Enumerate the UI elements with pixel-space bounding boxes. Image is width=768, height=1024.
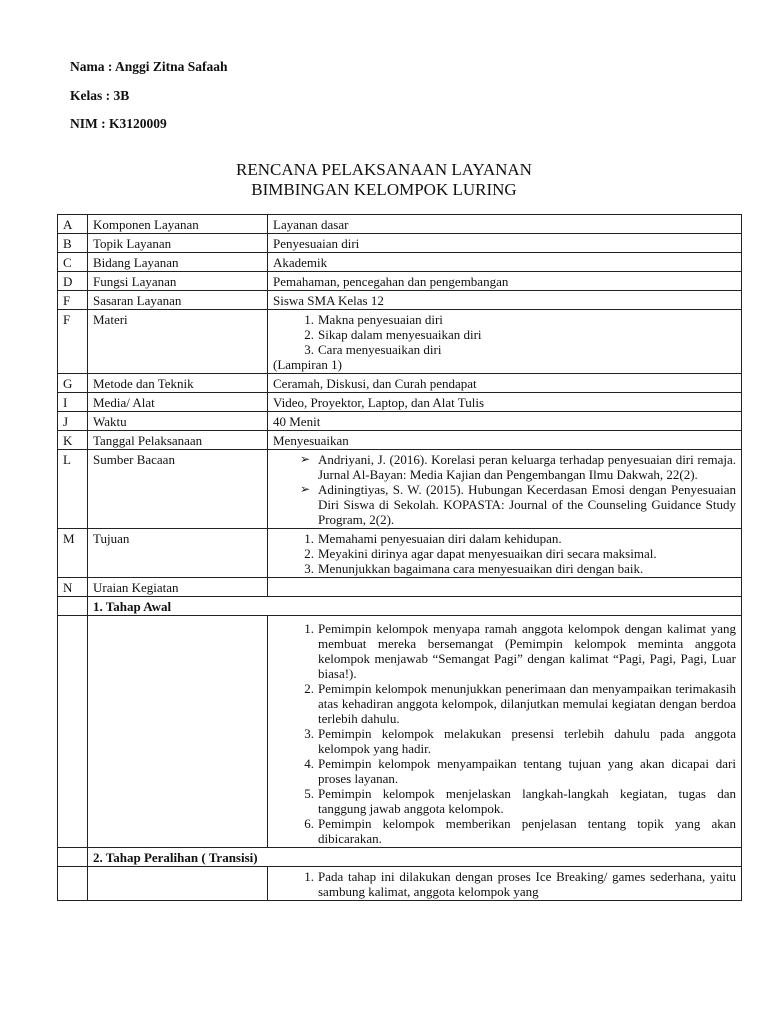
stage-awal-steps	[268, 616, 742, 848]
row-value: Ceramah, Diskusi, dan Curah pendapat	[268, 374, 742, 393]
row-letter: K	[58, 431, 88, 450]
list-item: Pemimpin kelompok menyapa ramah anggota kelompok dengan kalimat yang membuat mereka bersemangat (Pemimpin kelompok meminta anggota kelompok menjawab “Semangat Pagi” dengan kalimat “Pagi, Pagi, Pagi, Luar biasa!).	[318, 621, 736, 681]
list-item: Pemimpin kelompok melakukan presensi terlebih dahulu pada anggota kelompok yang hadir.	[318, 726, 736, 756]
row-letter: D	[58, 272, 88, 291]
row-waktu	[58, 412, 742, 431]
row-key: Fungsi Layanan	[88, 272, 268, 291]
row-key: Topik Layanan	[88, 234, 268, 253]
empty-cell	[58, 867, 88, 901]
list-item: ➢ Adiningtiyas, S. W. (2015). Hubungan Kecerdasan Emosi dengan Penyesuaian Diri Siswa di Sekolah. KOPASTA: Journal of the Counseling Guidance Study Program, 2(2).	[273, 482, 736, 527]
list-item: Meyakini dirinya agar dapat menyesuaikan diri secara maksimal.	[318, 546, 657, 561]
stage-title: 1. Tahap Awal	[88, 597, 742, 616]
row-letter: F	[58, 291, 88, 310]
document-title-line1: RENCANA PELAKSANAAN LAYANAN	[236, 160, 532, 179]
row-value	[268, 310, 742, 374]
row-letter: I	[58, 393, 88, 412]
empty-cell	[58, 848, 88, 867]
row-materi	[58, 310, 742, 374]
awal-list	[273, 621, 736, 846]
row-value: Pemahaman, pencegahan dan pengembangan	[268, 272, 742, 291]
row-key: Waktu	[88, 412, 268, 431]
materi-list	[273, 312, 736, 357]
tujuan-list	[273, 531, 736, 576]
row-value: Menyesuaikan	[268, 431, 742, 450]
row-bidang	[58, 253, 742, 272]
row-metode	[58, 374, 742, 393]
row-fungsi	[58, 272, 742, 291]
row-key: Tanggal Pelaksanaan	[88, 431, 268, 450]
row-value: Layanan dasar	[268, 215, 742, 234]
row-tujuan	[58, 529, 742, 578]
row-key: Sumber Bacaan	[88, 450, 268, 529]
empty-cell	[58, 597, 88, 616]
student-name: Nama : Anggi Zitna Safaah	[70, 59, 228, 74]
stage-peralihan-header	[58, 848, 742, 867]
row-tanggal	[58, 431, 742, 450]
row-letter: B	[58, 234, 88, 253]
sumber-list	[273, 452, 736, 527]
row-value: Akademik	[268, 253, 742, 272]
row-value	[268, 450, 742, 529]
row-topik	[58, 234, 742, 253]
row-letter: C	[58, 253, 88, 272]
row-key: Tujuan	[88, 529, 268, 578]
row-letter: N	[58, 578, 88, 597]
student-class: Kelas : 3B	[70, 88, 130, 103]
row-sumber	[58, 450, 742, 529]
list-item: Cara menyesuaikan diri	[318, 342, 442, 357]
stage-title: 2. Tahap Peralihan ( Transisi)	[88, 848, 742, 867]
row-value: Siswa SMA Kelas 12	[268, 291, 742, 310]
row-letter: J	[58, 412, 88, 431]
row-media	[58, 393, 742, 412]
stage-awal-content	[58, 616, 742, 848]
list-item: Memahami penyesuaian diri dalam kehidupan.	[318, 531, 562, 546]
list-item: Menunjukkan bagaimana cara menyesuaikan diri dengan baik.	[318, 561, 644, 576]
row-value	[268, 578, 742, 597]
plan-table	[57, 214, 742, 901]
stage-peralihan-content	[58, 867, 742, 901]
materi-note: (Lampiran 1)	[273, 357, 342, 372]
stage-awal-header	[58, 597, 742, 616]
document-title-line2: BIMBINGAN KELOMPOK LURING	[251, 180, 517, 199]
row-sasaran	[58, 291, 742, 310]
list-item: Pemimpin kelompok memberikan penjelasan tentang topik yang akan dibicarakan.	[318, 816, 736, 846]
row-letter: M	[58, 529, 88, 578]
list-item: Pada tahap ini dilakukan dengan proses Ice Breaking/ games sederhana, yaitu sambung kalimat, anggota kelompok yang	[318, 869, 736, 899]
list-item: ➢ Andriyani, J. (2016). Korelasi peran keluarga terhadap penyesuaian diri remaja. Jurnal Al-Bayan: Media Kajian dan Pengembangan Ilmu Dakwah, 22(2).	[273, 452, 736, 482]
row-value: Penyesuaian diri	[268, 234, 742, 253]
peralihan-list	[273, 869, 736, 899]
list-item: Pemimpin kelompok menyampaikan tentang tujuan yang akan dicapai dari proses layanan.	[318, 756, 736, 786]
empty-cell	[88, 616, 268, 848]
empty-cell	[88, 867, 268, 901]
student-nim: NIM : K3120009	[70, 116, 167, 131]
row-key: Komponen Layanan	[88, 215, 268, 234]
row-uraian	[58, 578, 742, 597]
row-letter: A	[58, 215, 88, 234]
row-value	[268, 529, 742, 578]
row-key: Uraian Kegiatan	[88, 578, 268, 597]
row-letter: G	[58, 374, 88, 393]
list-item: Sikap dalam menyesuaikan diri	[318, 327, 482, 342]
stage-peralihan-steps	[268, 867, 742, 901]
list-item: Pemimpin kelompok menjelaskan langkah-langkah kegiatan, tugas dan tanggung jawab anggota kelompok.	[318, 786, 736, 816]
row-value: 40 Menit	[268, 412, 742, 431]
row-key: Sasaran Layanan	[88, 291, 268, 310]
row-key: Materi	[88, 310, 268, 374]
empty-cell	[58, 616, 88, 848]
list-item: Pemimpin kelompok menunjukkan penerimaan dan menyampaikan terimakasih atas kehadiran anggota kelompok, dilanjutkan memulai kegiatan dengan berdoa terlebih dahulu.	[318, 681, 736, 726]
row-letter: F	[58, 310, 88, 374]
row-komponen	[58, 215, 742, 234]
row-value: Video, Proyektor, Laptop, dan Alat Tulis	[268, 393, 742, 412]
list-item: Makna penyesuaian diri	[318, 312, 443, 327]
row-key: Media/ Alat	[88, 393, 268, 412]
row-key: Bidang Layanan	[88, 253, 268, 272]
row-letter: L	[58, 450, 88, 529]
row-key: Metode dan Teknik	[88, 374, 268, 393]
